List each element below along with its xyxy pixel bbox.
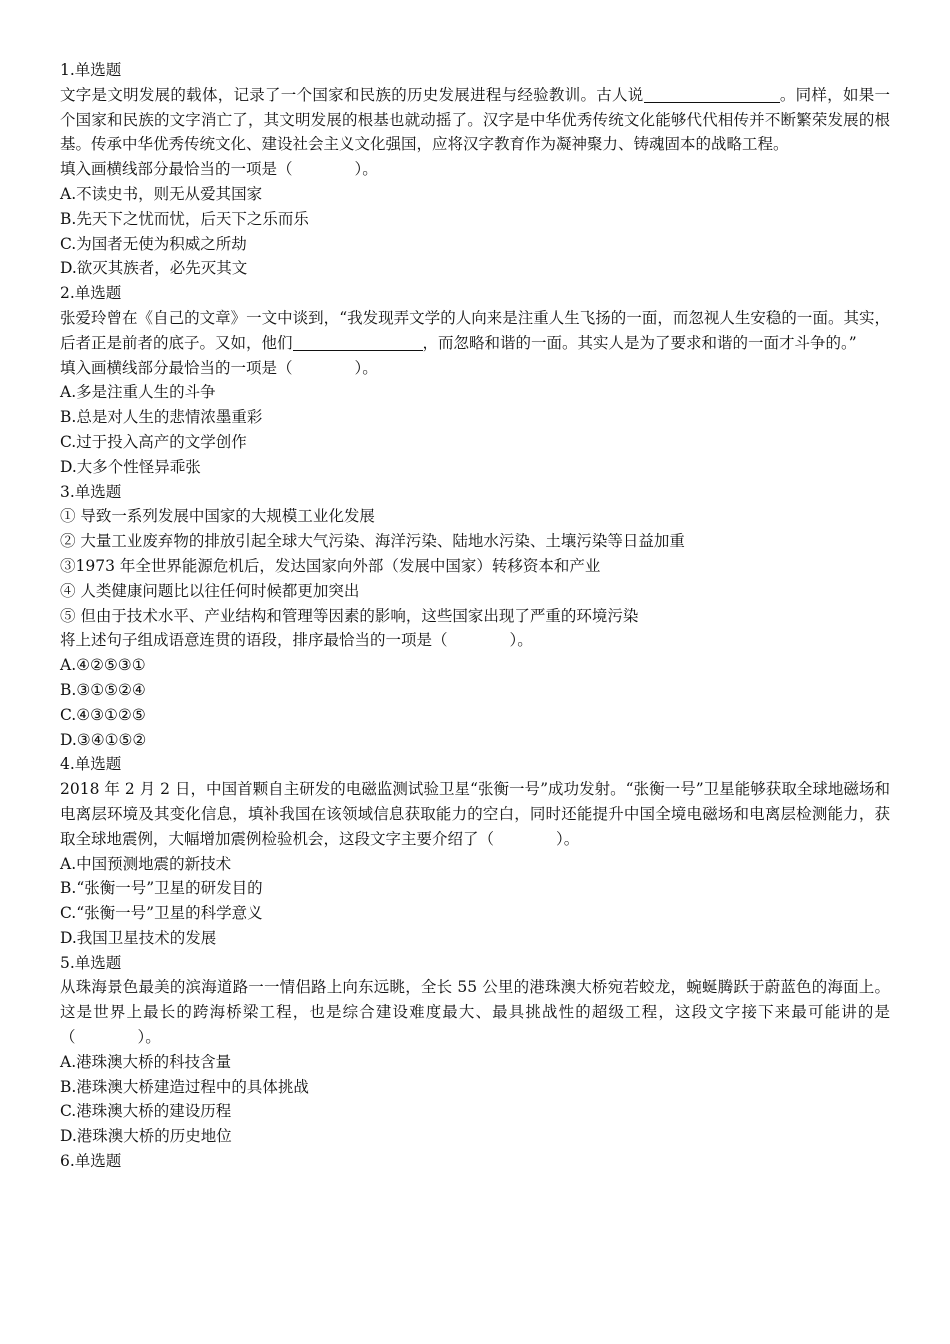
option-b: B.③①⑤②④ — [60, 680, 146, 699]
question-heading: 6.单选题 — [60, 1152, 122, 1171]
question-prompt: 将上述句子组成语意连贯的语段，排序最恰当的一项是（ ）。 — [60, 631, 533, 650]
question-stem: 从珠海景色最美的滨海道路一一情侣路上向东远眺，全长 55 公里的港珠澳大桥宛若蛟龙，蜿蜒腾跃于蔚蓝色的海面上。这是世界上最长的跨海桥梁工程，也是综合建设难度最大、最具挑战性的超级工程，这段文字接下来最可能讲的是（ ）。 — [60, 978, 890, 1047]
option-a: A.④②⑤③① — [60, 656, 146, 675]
stem-text: 文字是文明发展的载体，记录了一个国家和民族的历史发展进程与经验教训。古人说 — [60, 85, 644, 104]
question-prompt: 填入画横线部分最恰当的一项是（ ）。 — [60, 160, 378, 179]
question-heading: 5.单选题 — [60, 953, 122, 972]
question-heading: 4.单选题 — [60, 755, 122, 774]
sentence-4: ④ 人类健康问题比以往任何时候都更加突出 — [60, 581, 360, 600]
option-c: C.过于投入高产的文学创作 — [60, 432, 247, 451]
sentence-5: ⑤ 但由于技术水平、产业结构和管理等因素的影响，这些国家出现了严重的环境污染 — [60, 606, 639, 625]
option-d: D.我国卫星技术的发展 — [60, 928, 217, 947]
stem-text: 张爱玲曾在《自己的文章》一文中谈到，“我发现弄文学的人向来是注重人生飞扬的一面，而忽视人生安稳的一面。其实，后者正是前者的底子。又如，他们 — [60, 308, 890, 352]
question-stem: 2018 年 2 月 2 日，中国首颗自主研发的电磁监测试验卫星“张衡一号”成功发射。“张衡一号”卫星能够获取全球地磁场和电离层环境及其变化信息，填补我国在该领域信息获取能力的空白，同时还能提升中国全境电磁场和电离层检测能力，获取全球地震例，大幅增加震例检验机会，这段文字主要介绍了（ ）。 — [60, 780, 890, 848]
question-heading: 1.单选题 — [60, 61, 122, 79]
option-a: A.中国预测地震的新技术 — [60, 854, 232, 873]
fill-blank — [644, 84, 780, 103]
option-c: C.港珠澳大桥的建设历程 — [60, 1102, 232, 1121]
stem-text: 。同样，如果一个国家和民族的文字消亡了，其文明发展的根基也就动摇了。汉字是中华优秀传统文化能够代代相传并不断繁荣发展的根基。传承中华优秀传统文化、建设社会主义文化强国，应将汉字教育作为凝神聚力、铸魂固本的战略工程。 — [60, 85, 890, 154]
option-c: C.④③①②⑤ — [60, 705, 146, 724]
fill-blank — [293, 332, 423, 351]
option-d: D.港珠澳大桥的历史地位 — [60, 1127, 232, 1146]
option-a: A.多是注重人生的斗争 — [60, 383, 216, 402]
option-b: B.总是对人生的悲情浓墨重彩 — [60, 408, 263, 427]
sentence-1: ① 导致一系列发展中国家的大规模工业化发展 — [60, 507, 375, 526]
stem-text: ，而忽略和谐的一面。其实人是为了要求和谐的一面才斗争的。” — [422, 333, 857, 352]
option-a: A.港珠澳大桥的科技含量 — [60, 1052, 232, 1071]
question-stem — [60, 306, 890, 356]
option-b: B.港珠澳大桥建造过程中的具体挑战 — [60, 1077, 309, 1096]
sentence-3: ③1973 年全世界能源危机后，发达国家向外部（发展中国家）转移资本和产业 — [60, 556, 601, 575]
sentence-2: ② 大量工业废弃物的排放引起全球大气污染、海洋污染、陆地水污染、土壤污染等日益加重 — [60, 532, 685, 551]
question-stem — [60, 83, 890, 157]
question-heading: 2.单选题 — [60, 284, 122, 303]
option-d: D.③④①⑤② — [60, 730, 147, 749]
option-a: A.不读史书，则无从爱其国家 — [60, 184, 263, 203]
question-prompt: 填入画横线部分最恰当的一项是（ ）。 — [60, 358, 378, 377]
option-d: D.大多个性怪异乖张 — [60, 457, 201, 476]
option-d: D.欲灭其族者，必先灭其文 — [60, 259, 248, 278]
option-b: B.“张衡一号”卫星的研发目的 — [60, 879, 263, 898]
question-heading: 3.单选题 — [60, 482, 122, 501]
exam-page — [60, 58, 890, 1174]
option-c: C.“张衡一号”卫星的科学意义 — [60, 904, 263, 923]
option-b: B.先天下之忧而忧，后天下之乐而乐 — [60, 209, 309, 228]
option-c: C.为国者无使为积威之所劫 — [60, 234, 247, 253]
